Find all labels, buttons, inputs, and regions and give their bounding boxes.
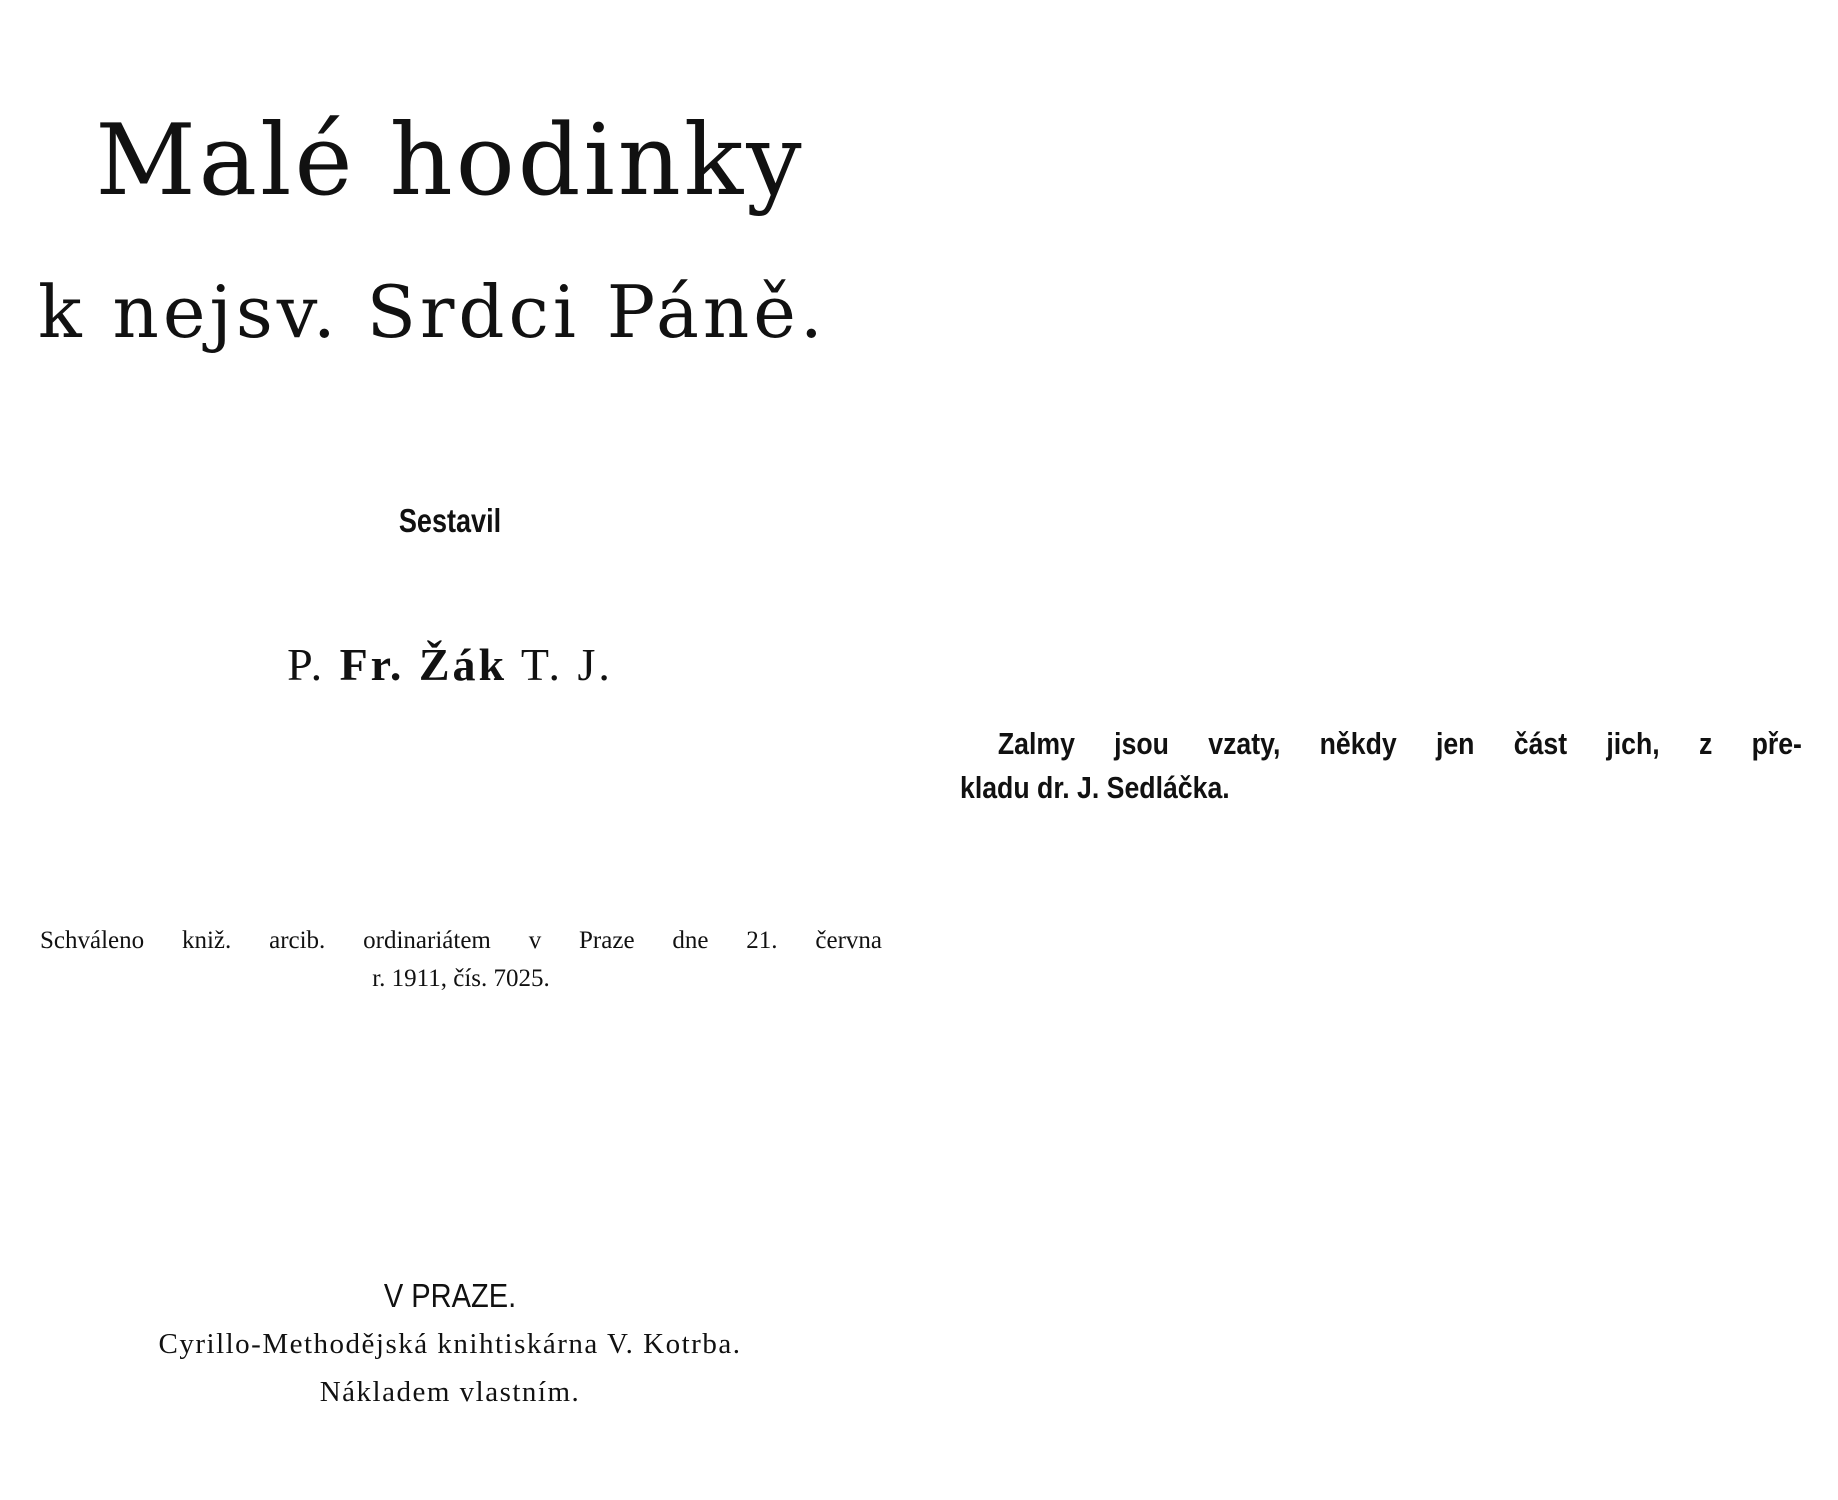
right-page: [900, 0, 1838, 1500]
book-title: Malé hodinky: [95, 104, 805, 218]
approval-line-2: r. 1911, čís. 7025.: [372, 965, 550, 992]
author-line: [0, 638, 900, 691]
imprint-place: V PRAZE.: [383, 1277, 517, 1314]
book-subtitle: k nejsv. Srdci Páně.: [38, 270, 827, 354]
approval-notice: [40, 922, 882, 998]
note-line-1: Zalmy jsou vzaty, někdy jen část jich, z pře-: [997, 726, 1802, 761]
compiled-by-label: Sestavil: [398, 502, 502, 539]
translation-note: [960, 722, 1802, 810]
imprint-printer: Cyrillo-Methodějská knihtiskárna V. Kotrba.: [158, 1328, 742, 1360]
left-page: [0, 0, 900, 1500]
imprint-publisher: Nákladem vlastním.: [319, 1376, 581, 1408]
imprint: [0, 1272, 900, 1416]
author-prefix: P.: [287, 639, 326, 690]
note-line-2: kladu dr. J. Sedláčka.: [960, 770, 1230, 805]
author-suffix: T. J.: [520, 639, 613, 690]
author-name: Fr. Žák: [339, 639, 508, 690]
approval-line-1: Schváleno kniž. arcib. ordinariátem v Praze dne 21. června: [40, 927, 882, 954]
